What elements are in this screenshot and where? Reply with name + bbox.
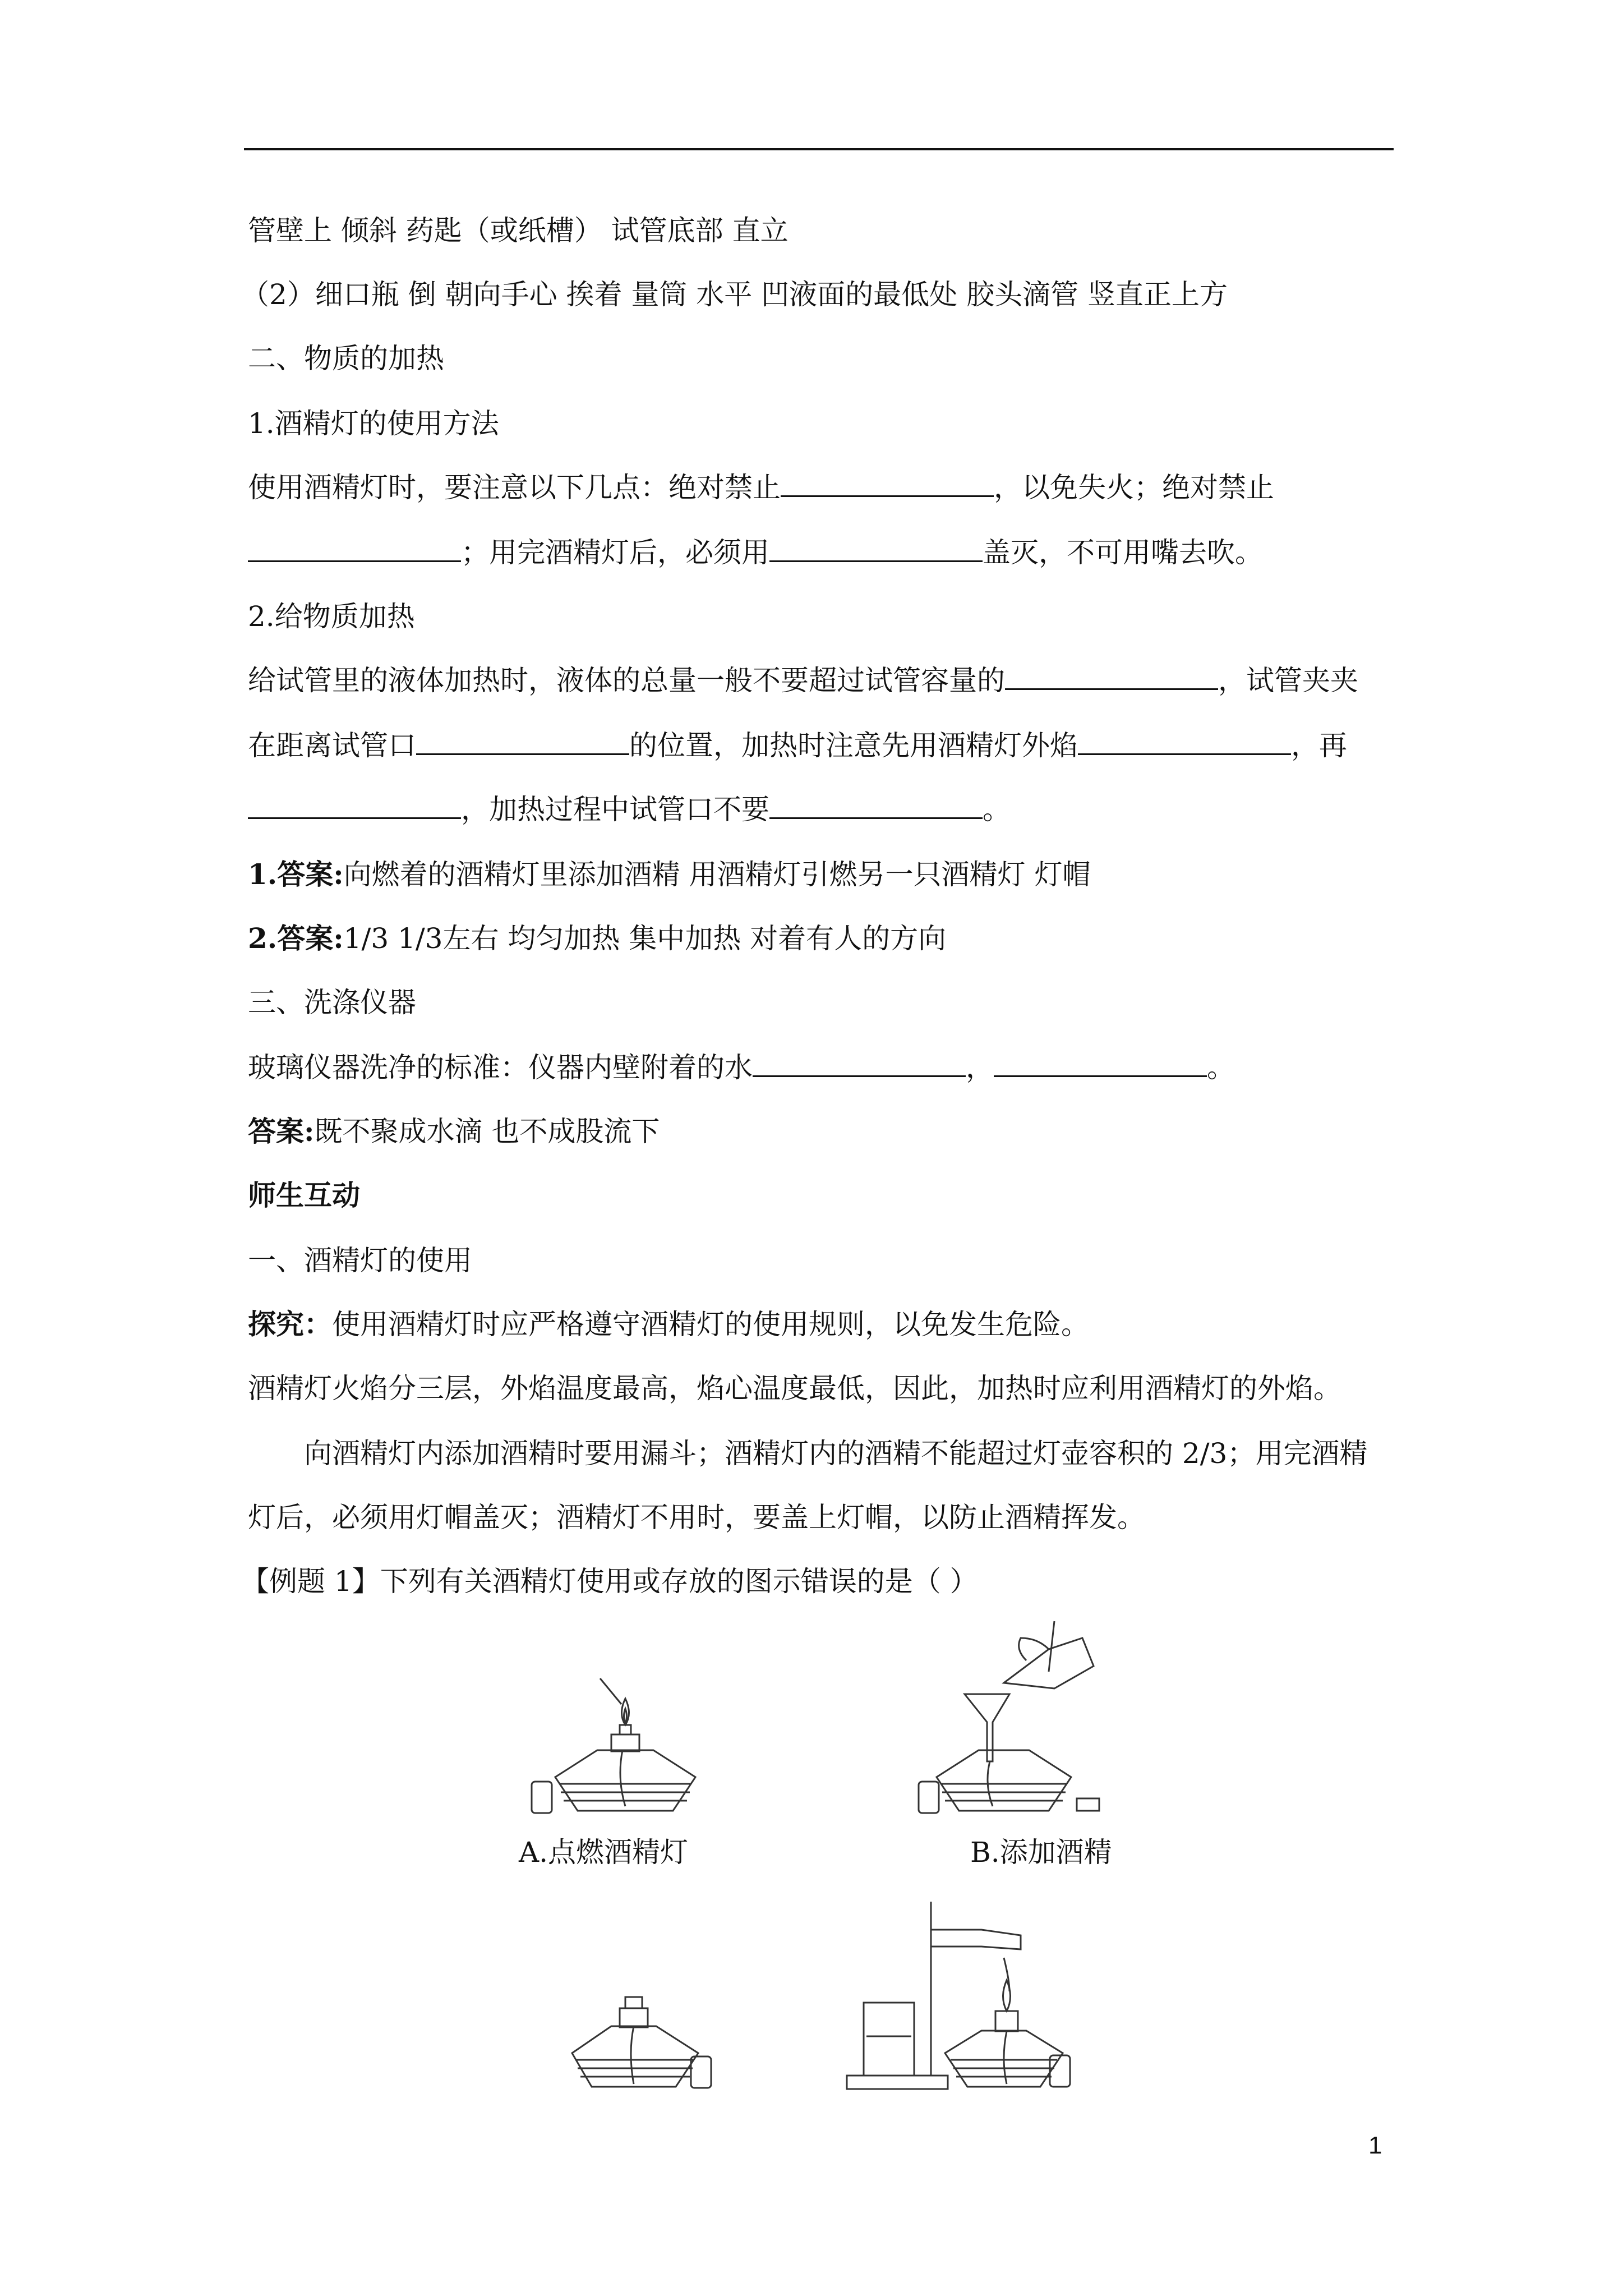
explore-text: 使用酒精灯时应严格遵守酒精灯的使用规则，以免发生危险。	[332, 1308, 1089, 1341]
answer-line-1: 管壁上 倾斜 药匙（或纸槽） 试管底部 直立	[248, 214, 789, 247]
header-rule	[244, 148, 1394, 150]
explore-line	[248, 1306, 1089, 1343]
heating-rule-line-3	[248, 791, 1011, 828]
text-segment: 使用酒精灯时，要注意以下几点：绝对禁止	[248, 471, 781, 504]
answer-text: 既不聚成水滴 也不成股流下	[314, 1115, 660, 1148]
figure-b-adding-alcohol	[909, 1616, 1110, 1829]
text-segment: ，	[966, 1051, 994, 1084]
answer-text: 1/3 1/3左右 均匀加热 集中加热 对着有人的方向	[343, 922, 947, 955]
fill-in-blank[interactable]	[248, 793, 461, 819]
section-heading-washing: 三、洗涤仪器	[248, 986, 416, 1019]
figure-a-caption: A.点燃酒精灯	[519, 1836, 689, 1869]
text-segment: ；用完酒精灯后，必须用	[461, 536, 769, 569]
fill-in-blank[interactable]	[769, 793, 983, 819]
answer-1	[248, 856, 1090, 893]
explore-label: 探究：	[248, 1308, 332, 1341]
text-segment: 。	[983, 793, 1011, 826]
subheading-lamp-usage: 1.酒精灯的使用方法	[248, 407, 499, 440]
fill-in-blank[interactable]	[1078, 729, 1291, 755]
text-segment: ，再	[1291, 729, 1347, 762]
answer-text: 向燃着的酒精灯里添加酒精 用酒精灯引燃另一只酒精灯 灯帽	[343, 858, 1091, 891]
fill-in-blank[interactable]	[753, 1051, 966, 1077]
figure-a-lighting-lamp	[527, 1672, 718, 1829]
flame-layers-text: 酒精灯火焰分三层，外焰温度最高，焰心温度最低，因此，加热时应利用酒精灯的外焰。	[248, 1372, 1341, 1405]
answer-3	[248, 1113, 660, 1150]
page-number: 1	[1368, 2132, 1382, 2159]
answer-2	[248, 920, 946, 957]
example-question-1: 【例题 1】下列有关酒精灯使用或存放的图示错误的是（ ）	[241, 1565, 978, 1598]
section-heading-interaction: 师生互动	[248, 1179, 360, 1212]
section-heading-lamp-use: 一、酒精灯的使用	[248, 1244, 472, 1277]
subheading-heating-substance: 2.给物质加热	[248, 600, 415, 633]
text-segment: 玻璃仪器洗净的标准：仪器内壁附着的水	[248, 1051, 753, 1084]
lamp-rule-line-2	[248, 534, 1263, 571]
section-heading-heating: 二、物质的加热	[248, 342, 444, 375]
washing-rule	[248, 1049, 1235, 1086]
text-segment: ，试管夹夹	[1218, 664, 1358, 697]
figure-c-lamp-uncapped	[566, 1963, 735, 2098]
heating-rule-line-2	[248, 727, 1347, 764]
fill-in-blank[interactable]	[1005, 664, 1218, 690]
fill-in-blank[interactable]	[781, 471, 994, 497]
answer-label: 1.答案:	[248, 858, 344, 891]
fill-in-blank[interactable]	[994, 1051, 1207, 1077]
lamp-rules-text-1: 向酒精灯内添加酒精时要用漏斗；酒精灯内的酒精不能超过灯壶容积的 2/3；用完酒精	[304, 1437, 1368, 1470]
figure-b-caption: B.添加酒精	[970, 1836, 1112, 1869]
text-segment: 盖灭，不可用嘴去吹。	[983, 536, 1263, 569]
text-segment: 在距离试管口	[248, 729, 416, 762]
fill-in-blank[interactable]	[248, 536, 461, 562]
fill-in-blank[interactable]	[416, 729, 629, 755]
answer-label: 答案:	[248, 1115, 315, 1148]
text-segment: ，加热过程中试管口不要	[461, 793, 769, 826]
answer-label: 2.答案:	[248, 922, 344, 955]
lamp-rule-line-1	[248, 469, 1274, 506]
answer-line-2: （2）细口瓶 倒 朝向手心 挨着 量筒 水平 凹液面的最低处 胶头滴管 竖直正上方	[241, 278, 1228, 311]
text-segment: 给试管里的液体加热时，液体的总量一般不要超过试管容量的	[248, 664, 1005, 697]
lamp-rules-text-2: 灯后，必须用灯帽盖灭；酒精灯不用时，要盖上灯帽，以防止酒精挥发。	[248, 1501, 1145, 1534]
heating-rule-line-1	[248, 662, 1358, 699]
text-segment: ，以免失火；绝对禁止	[994, 471, 1274, 504]
fill-in-blank[interactable]	[769, 536, 983, 562]
text-segment: 。	[1207, 1051, 1235, 1084]
text-segment: 的位置，加热时注意先用酒精灯外焰	[629, 729, 1078, 762]
figure-d-heating-test-tube	[841, 1896, 1077, 2104]
